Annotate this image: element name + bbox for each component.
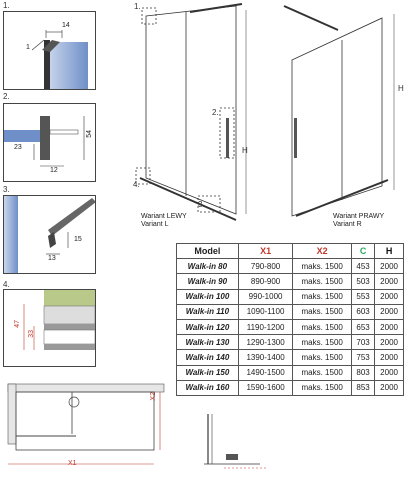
cell-h: 2000 (375, 289, 404, 304)
variant-right-line1: Wariant PRAWY (333, 213, 385, 220)
detail-2-dim-b: 54 (86, 130, 93, 138)
cell-x1: 1190-1200 (238, 319, 293, 334)
variant-right-caption (333, 213, 384, 229)
cell-c: 703 (351, 335, 374, 350)
detail-4-dim-b: 33 (28, 330, 35, 338)
col-header-model: Model (177, 244, 239, 259)
cell-h: 2000 (375, 319, 404, 334)
cell-x1: 990-1000 (238, 289, 293, 304)
detail-2-dim-c: 12 (50, 167, 58, 174)
table-row (177, 259, 404, 274)
detail-2-panel (3, 103, 96, 182)
cell-x2: maks. 1500 (293, 365, 352, 380)
cell-x1: 890-900 (238, 274, 293, 289)
variant-right-line2: Variant R (333, 221, 362, 228)
table-row (177, 335, 404, 350)
cell-x2: maks. 1500 (293, 259, 352, 274)
cell-model: Walk-in 160 (177, 380, 239, 395)
table-row (177, 365, 404, 380)
cell-model: Walk-in 80 (177, 259, 239, 274)
detail-1-drawing (4, 12, 95, 89)
cell-x2: maks. 1500 (293, 289, 352, 304)
detail-4-dim-a: 47 (14, 320, 21, 328)
table-row (177, 289, 404, 304)
detail-1-number: 1. (3, 1, 10, 10)
variant-right-drawing (284, 6, 394, 216)
spec-table (176, 243, 404, 396)
cell-c: 803 (351, 365, 374, 380)
detail-1-dim-width: 14 (62, 22, 70, 29)
detail-4-number: 4. (3, 280, 10, 289)
detail-2-number: 2. (3, 92, 10, 101)
plan-x2-label: X2 (150, 392, 157, 401)
callout-4: 4. (133, 180, 140, 189)
cell-x1: 1290-1300 (238, 335, 293, 350)
cell-x1: 790-800 (238, 259, 293, 274)
cell-c: 853 (351, 380, 374, 395)
detail-3-panel (3, 195, 96, 274)
table-row (177, 380, 404, 395)
cell-c: 553 (351, 289, 374, 304)
col-header-c: C (351, 244, 374, 259)
cell-h: 2000 (375, 304, 404, 319)
callout-3: 3. (198, 200, 205, 209)
cell-x1: 1390-1400 (238, 350, 293, 365)
cell-x2: maks. 1500 (293, 350, 352, 365)
cell-model: Walk-in 120 (177, 319, 239, 334)
cell-model: Walk-in 90 (177, 274, 239, 289)
variant-left-line1: Wariant LEWY (141, 213, 187, 220)
cell-h: 2000 (375, 335, 404, 350)
cell-x2: maks. 1500 (293, 274, 352, 289)
cell-c: 453 (351, 259, 374, 274)
table-row (177, 319, 404, 334)
cell-model: Walk-in 150 (177, 365, 239, 380)
cell-c: 603 (351, 304, 374, 319)
col-header-x2: X2 (293, 244, 352, 259)
plan-view-drawing (2, 378, 172, 498)
col-header-h: H (375, 244, 404, 259)
detail-3-dim-a: 15 (74, 236, 82, 243)
callout-1: 1. (134, 2, 141, 11)
table-row (177, 350, 404, 365)
variant-left-caption (141, 213, 187, 229)
cell-x1: 1090-1100 (238, 304, 293, 319)
height-label-left: H (242, 146, 248, 155)
table-row (177, 274, 404, 289)
cell-x2: maks. 1500 (293, 380, 352, 395)
cell-x1: 1590-1600 (238, 380, 293, 395)
detail-3-dim-b: 13 (48, 255, 56, 262)
cell-x2: maks. 1500 (293, 335, 352, 350)
cell-model: Walk-in 130 (177, 335, 239, 350)
cell-model: Walk-in 110 (177, 304, 239, 319)
cell-c: 503 (351, 274, 374, 289)
detail-1-panel (3, 11, 96, 90)
cell-h: 2000 (375, 274, 404, 289)
cell-x1: 1490-1500 (238, 365, 293, 380)
detail-4-drawing (4, 290, 95, 366)
variant-left-drawing (136, 4, 246, 220)
cell-h: 2000 (375, 350, 404, 365)
cell-model: Walk-in 140 (177, 350, 239, 365)
cell-h: 2000 (375, 259, 404, 274)
variant-left-line2: Variant L (141, 221, 169, 228)
cell-h: 2000 (375, 380, 404, 395)
plan-x1-label: X1 (68, 460, 77, 467)
detail-1-dim-small: 1 (26, 44, 30, 51)
table-row (177, 304, 404, 319)
cell-model: Walk-in 100 (177, 289, 239, 304)
detail-3-number: 3. (3, 185, 10, 194)
perspective-diagram (96, 0, 407, 240)
spec-table-header (177, 244, 404, 259)
height-label-right: H (398, 84, 404, 93)
detail-4-panel (3, 289, 96, 367)
detail-2-dim-a: 23 (14, 144, 22, 151)
cell-x2: maks. 1500 (293, 304, 352, 319)
cell-c: 653 (351, 319, 374, 334)
cell-c: 753 (351, 350, 374, 365)
callout-2: 2. (212, 108, 219, 117)
side-detail-drawing (190, 410, 290, 470)
cell-x2: maks. 1500 (293, 319, 352, 334)
cell-h: 2000 (375, 365, 404, 380)
col-header-x1: X1 (238, 244, 293, 259)
